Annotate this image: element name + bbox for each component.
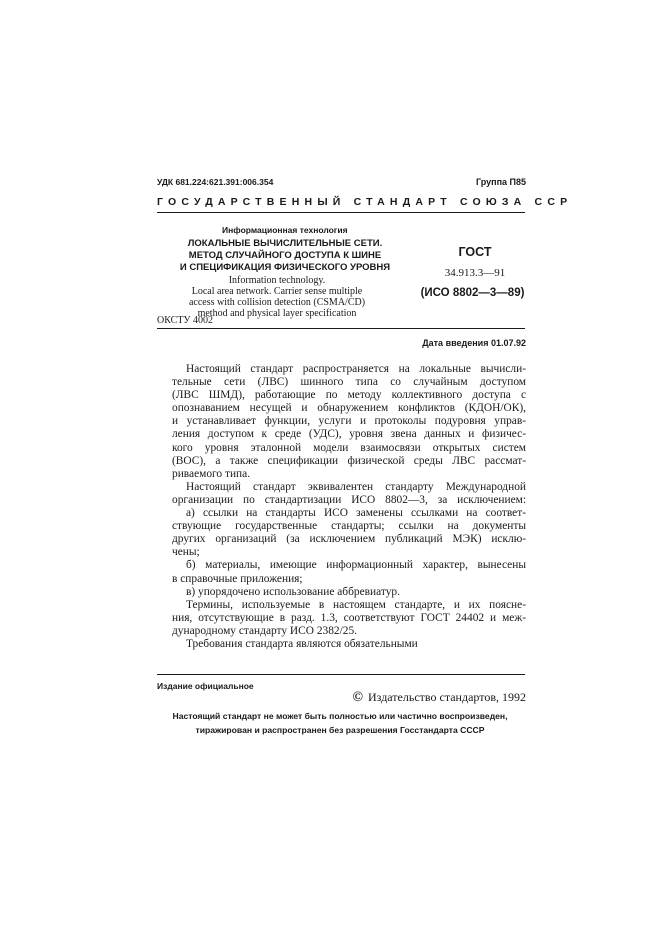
- copyright-line: [353, 690, 526, 706]
- body-line: б) материалы, имеющие информационный характер, вынесены: [186, 559, 526, 572]
- body-line: ления доступом к среде (УДС), уровня звена данных и физичес-: [172, 428, 526, 441]
- title-ru-line: ЛОКАЛЬНЫЕ ВЫЧИСЛИТЕЛЬНЫЕ СЕТИ.: [187, 238, 383, 249]
- okstu-code: ОКСТУ 4002: [157, 315, 214, 326]
- notice-line: Настоящий стандарт не может быть полностью или частично воспроизведен,: [172, 711, 508, 721]
- body-line: чены;: [172, 546, 200, 559]
- title-ru-line: И СПЕЦИФИКАЦИЯ ФИЗИЧЕСКОГО УРОВНЯ: [179, 262, 391, 273]
- bottom-rule: [157, 674, 525, 675]
- body-line: Настоящий стандарт эквивалентен стандарту Международной: [186, 480, 526, 493]
- body-line: дународному стандарту ИСО 2382/25.: [172, 624, 357, 637]
- iso-equivalent: (ИСО 8802—3—89): [420, 287, 525, 299]
- group-code: Группа П85: [475, 177, 526, 187]
- body-line: и устанавливает функции, услуги и протоколы подуровня управ-: [172, 415, 526, 428]
- title-en-line: access with collision detection (CSMA/CD): [188, 297, 366, 308]
- gost-label: ГОСТ: [458, 245, 492, 259]
- body-line: а) ссылки на стандарты ИСО заменены ссылками на соответ-: [186, 507, 526, 520]
- title-en-line: method and physical layer specification: [197, 308, 357, 319]
- title-en-line: Information technology.: [228, 275, 326, 286]
- copyright-icon: ©: [352, 690, 363, 705]
- body-line: риваемого типа.: [172, 467, 251, 480]
- body-line: ствующие государственные стандарты; ссылки на документы: [172, 520, 526, 533]
- title-russian: [170, 238, 400, 274]
- body-line: ния, отсутствующие в разд. 1.3, соответствуют ГОСТ 24402 и меж-: [172, 611, 526, 624]
- organization-heading: ГОСУДАРСТВЕННЫЙ СТАНДАРТ СОЮЗА ССР: [157, 196, 573, 208]
- body-line: Настоящий стандарт распространяется на локальные вычисли-: [186, 363, 526, 375]
- body-line: (ВОС), а также спецификации физической среды ЛВС рассмат-: [172, 454, 526, 467]
- body-line: других организаций (за исключением публикаций МЭК) исклю-: [172, 533, 526, 546]
- body-line: (ЛВС ШМД), работающие по методу коллективного доступа с: [172, 389, 526, 402]
- notice-line: тиражирован и распространен без разрешения Госстандарта СССР: [195, 725, 485, 735]
- middle-rule: [157, 328, 525, 329]
- body-line: Термины, используемые в настоящем стандарте, и их поясне-: [186, 598, 526, 611]
- body-line: тельные сети (ЛВС) шинного типа со случайным доступом: [172, 376, 526, 389]
- title-en-line: Local area network. Carrier sense multiple: [191, 286, 363, 297]
- udk-code: УДК 681.224:621.391:006.354: [157, 177, 274, 187]
- body-line: в) упорядочено использование аббревиатур.: [186, 585, 400, 598]
- title-english: [172, 275, 382, 319]
- body-line: организации по стандартизации ИСО 8802—3, за исключением:: [172, 493, 526, 506]
- edition-label: Издание официальное: [157, 681, 254, 691]
- reproduction-notice: [150, 709, 530, 737]
- body-line: в справочные приложения;: [172, 572, 303, 585]
- series-title: Информационная технология: [222, 225, 348, 235]
- body-line: кого уровня эталонной модели взаимосвязи открытых систем: [172, 441, 526, 454]
- body-line: опознаванием несущей и обнаружением конфликтов (КДОН/ОК),: [172, 402, 526, 415]
- title-ru-line: МЕТОД СЛУЧАЙНОГО ДОСТУПА К ШИНЕ: [188, 250, 382, 261]
- copyright-text: Издательство стандартов, 1992: [368, 690, 526, 704]
- gost-number: 34.913.3—91: [444, 267, 506, 279]
- body-line: Требования стандарта являются обязательными: [186, 637, 418, 650]
- body-text: [172, 363, 526, 651]
- top-rule: [157, 212, 525, 213]
- effective-date: Дата введения 01.07.92: [422, 338, 526, 348]
